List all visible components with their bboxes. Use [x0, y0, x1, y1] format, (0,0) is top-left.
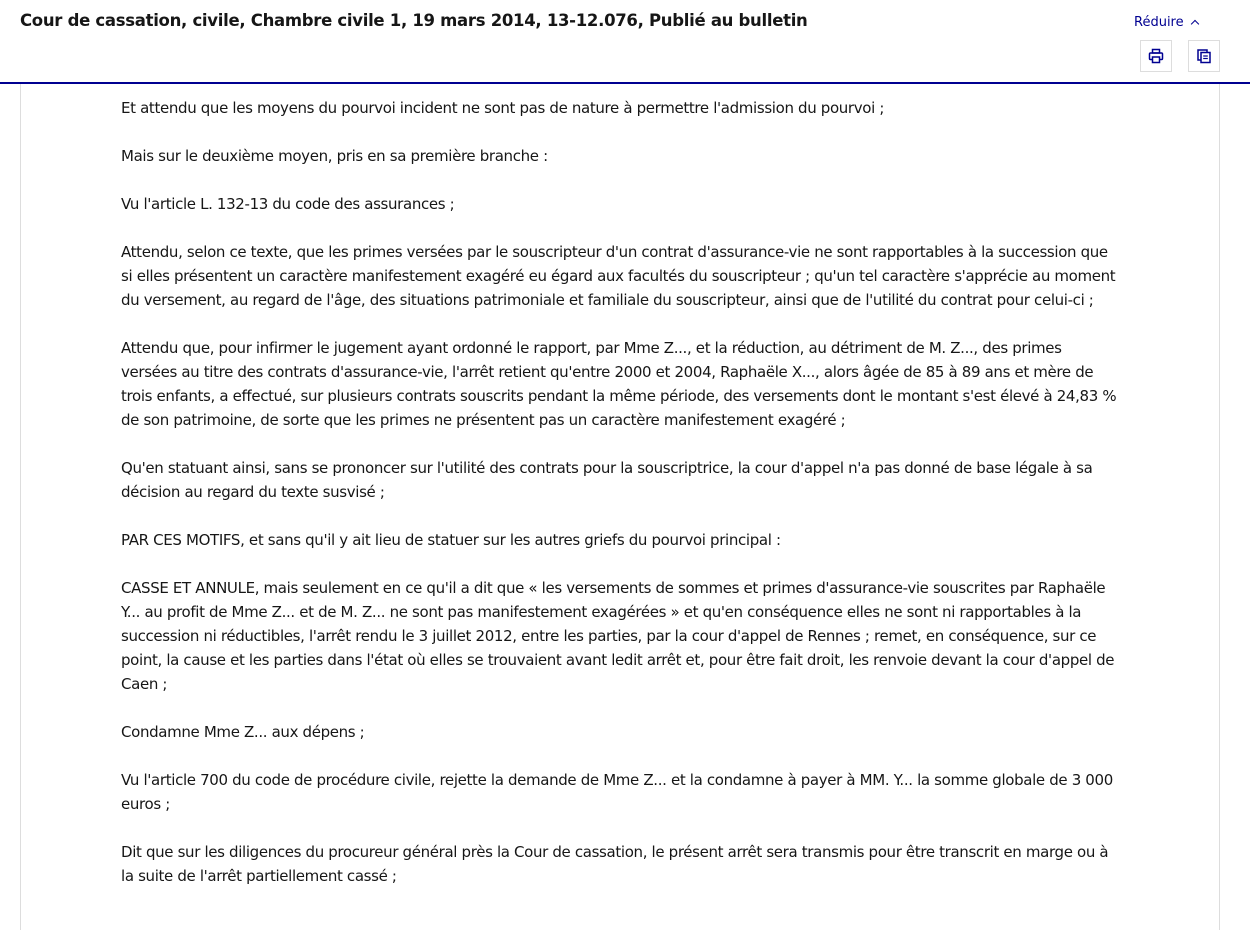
paragraph: Attendu que, pour infirmer le jugement ayant ordonné le rapport, par Mme Z..., et la réduction, au détriment de M. Z..., des primes versées au titre des contrats d'assurance-vie, l'arrêt retient qu'entre 2000 et 2004, Raphaële X..., alors âgée de 85 à 89 ans et mère de trois enfants, a effectué, sur plusieurs contrats souscrits pendant la même période, des versements dont le montant s'est élevé à 24,83 % de son patrimoine, de sorte que les primes ne présentent pas un caractère manifestement exagéré ; [121, 339, 1117, 429]
paragraph: Vu l'article 700 du code de procédure civile, rejette la demande de Mme Z... et la condamne à payer à MM. Y... la somme globale de 3 000 euros ; [121, 771, 1113, 813]
paragraph: Dit que sur les diligences du procureur général près la Cour de cassation, le présent arrêt sera transmis pour être transcrit en marge ou à la suite de l'arrêt partiellement cassé ; [121, 843, 1109, 885]
document-header [0, 0, 1250, 84]
reduce-button[interactable] [1128, 10, 1204, 34]
paragraph: Vu l'article L. 132-13 du code des assurances ; [121, 195, 455, 213]
document-frame [20, 84, 1220, 930]
document-body [121, 96, 1121, 912]
paragraph: PAR CES MOTIFS, et sans qu'il y ait lieu de statuer sur les autres griefs du pourvoi principal : [121, 531, 781, 549]
reduce-label: Réduire [1134, 14, 1184, 30]
page-title: Cour de cassation, civile, Chambre civile 1, 19 mars 2014, 13-12.076, Publié au bulletin [20, 11, 808, 30]
printer-icon [1148, 48, 1164, 64]
paragraph: Condamne Mme Z... aux dépens ; [121, 723, 365, 741]
chevron-up-icon [1190, 19, 1198, 27]
paragraph: Qu'en statuant ainsi, sans se prononcer sur l'utilité des contrats pour la souscriptrice, la cour d'appel n'a pas donné de base légale à sa décision au regard du texte susvisé ; [121, 459, 1093, 501]
paragraph: Attendu, selon ce texte, que les primes versées par le souscripteur d'un contrat d'assurance-vie ne sont rapportables à la succession que si elles présentent un caractère manifestement exagéré eu égard aux facultés du souscripteur ; qu'un tel caractère s'apprécie au moment du versement, au regard de l'âge, des situations patrimoniale et familiale du souscripteur, ainsi que de l'utilité du contrat pour celui-ci ; [121, 243, 1116, 309]
paragraph: Mais sur le deuxième moyen, pris en sa première branche : [121, 147, 548, 165]
copy-button[interactable] [1188, 40, 1220, 72]
paragraph: CASSE ET ANNULE, mais seulement en ce qu'il a dit que « les versements de sommes et primes d'assurance-vie souscrites par Raphaële Y... au profit de Mme Z... et de M. Z... ne sont pas manifestement exagérées » et qu'en conséquence elles ne sont ni rapportables à la succession ni réductibles, l'arrêt rendu le 3 juillet 2012, entre les parties, par la cour d'appel de Rennes ; remet, en conséquence, sur ce point, la cause et les parties dans l'état où elles se trouvaient avant ledit arrêt et, pour être fait droit, les renvoie devant la cour d'appel de Caen ; [121, 579, 1115, 693]
copy-icon [1196, 48, 1212, 64]
print-button[interactable] [1140, 40, 1172, 72]
paragraph: Et attendu que les moyens du pourvoi incident ne sont pas de nature à permettre l'admission du pourvoi ; [121, 99, 885, 117]
